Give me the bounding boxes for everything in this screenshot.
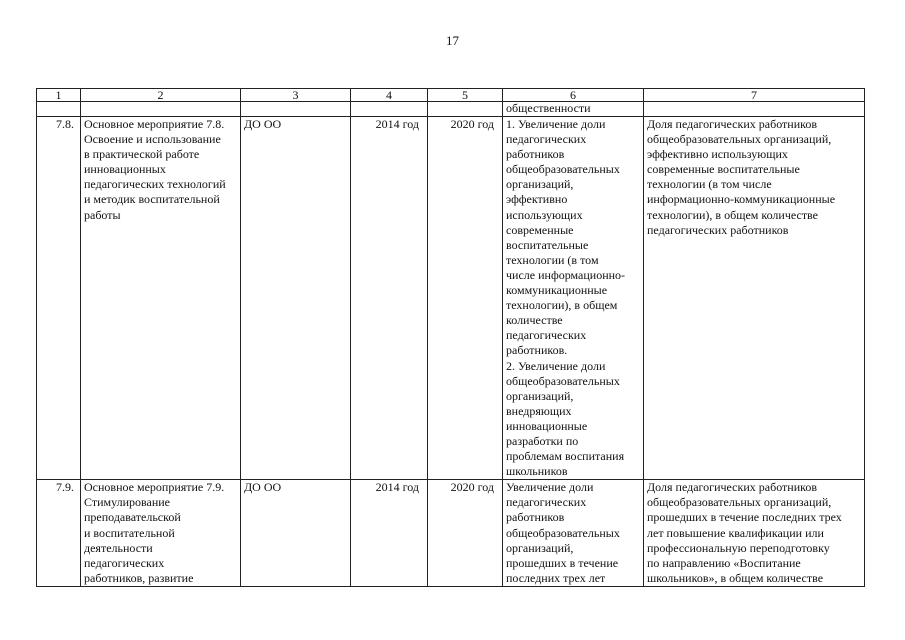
table-row <box>37 117 865 480</box>
column-header: 3 <box>241 89 351 102</box>
table-cell: общественности <box>503 102 644 117</box>
column-header: 4 <box>351 89 428 102</box>
executor: ДО ОО <box>241 117 351 480</box>
row-number: 7.8. <box>37 117 81 480</box>
row-number: 7.9. <box>37 480 81 587</box>
program-table <box>36 88 865 587</box>
column-header: 6 <box>503 89 644 102</box>
continuation-row <box>37 102 865 117</box>
column-header-row <box>37 89 865 102</box>
table-cell <box>351 102 428 117</box>
end-year: 2020 год <box>428 480 503 587</box>
column-header: 1 <box>37 89 81 102</box>
column-header: 5 <box>428 89 503 102</box>
indicator: Доля педагогических работников общеобразовательных организаций, прошедших в течение последних трех лет повышение квалификации или профессиональную переподготовку по направлению «Воспитание школьников», в общем количестве <box>644 480 865 587</box>
expected-result: 1. Увеличение доли педагогических работников общеобразовательных организаций, эффективно использующих современные воспитательные технологии (в том числе информационно- коммуникационные технологии), в общем количестве педагогических работников. 2. Увеличение доли общеобразовательных организаций, внедряющих инновационные разработки по проблемам воспитания школьников <box>503 117 644 480</box>
start-year: 2014 год <box>351 480 428 587</box>
table-row <box>37 480 865 587</box>
event-name: Основное мероприятие 7.9. Стимулирование преподавательской и воспитательной деятельности педагогических работников, развитие <box>81 480 241 587</box>
table-cell <box>428 102 503 117</box>
event-name: Основное мероприятие 7.8. Освоение и использование в практической работе инновационных педагогических технологий и методик воспитательной работы <box>81 117 241 480</box>
table-cell <box>241 102 351 117</box>
page-number: 17 <box>446 33 459 48</box>
executor: ДО ОО <box>241 480 351 587</box>
table-cell <box>644 102 865 117</box>
end-year: 2020 год <box>428 117 503 480</box>
table-cell <box>81 102 241 117</box>
column-header: 2 <box>81 89 241 102</box>
column-header: 7 <box>644 89 865 102</box>
start-year: 2014 год <box>351 117 428 480</box>
table-cell <box>37 102 81 117</box>
expected-result: Увеличение доли педагогических работников общеобразовательных организаций, прошедших в течение последних трех лет <box>503 480 644 587</box>
indicator: Доля педагогических работников общеобразовательных организаций, эффективно использующих современные воспитательные технологии (в том числе информационно-коммуникационные технологии), в общем количестве педагогических работников <box>644 117 865 480</box>
